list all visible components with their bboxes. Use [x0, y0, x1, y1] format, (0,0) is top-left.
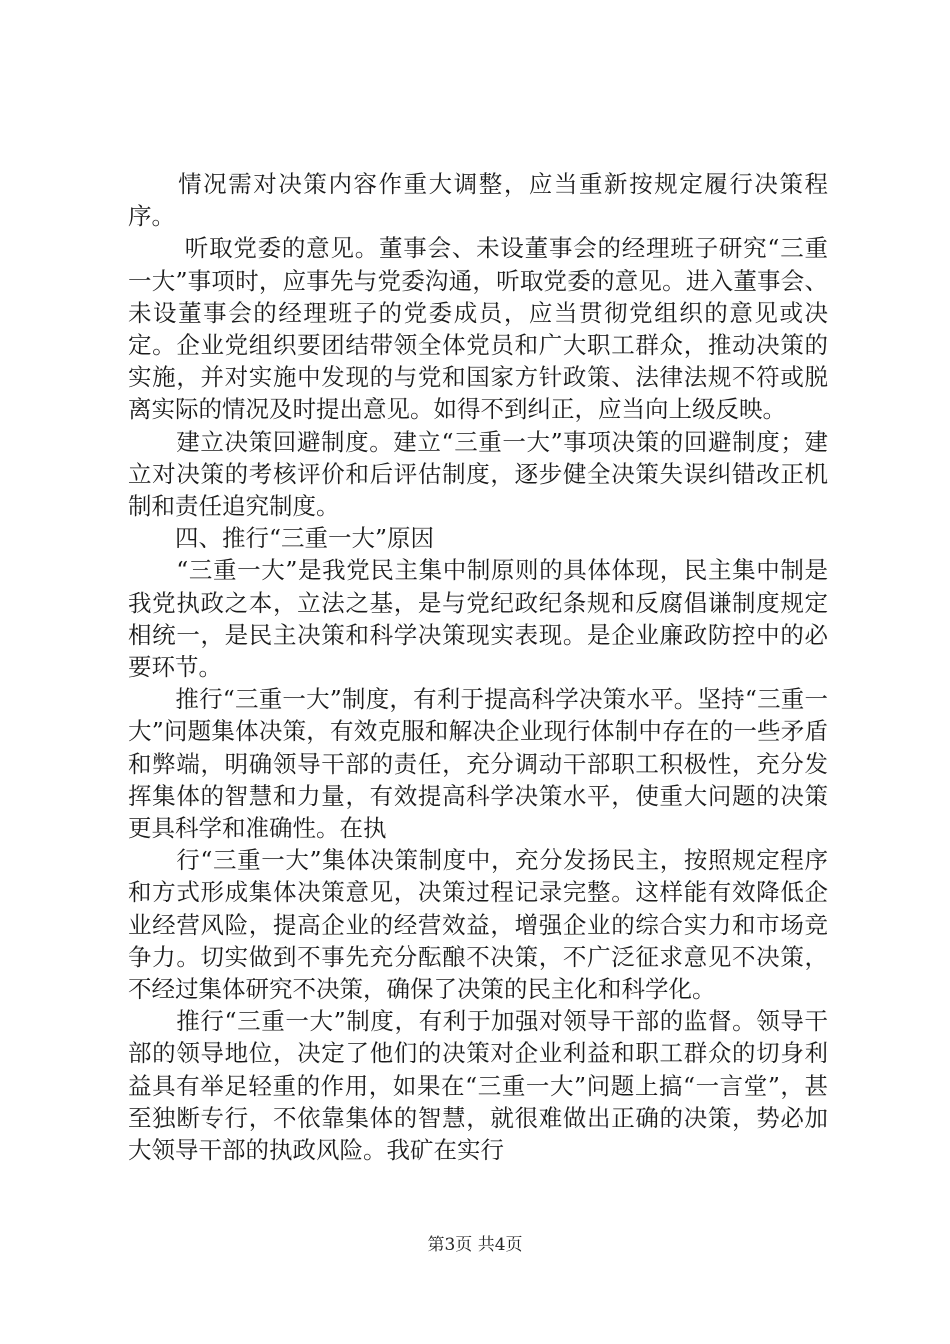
page-number-footer: 第3页 共4页: [427, 1235, 523, 1255]
paragraph-1: 情况需对决策内容作重大调整，应当重新按规定履行决策程序。: [128, 170, 828, 231]
paragraph-4: “三重一大”是我党民主集中制原则的具体体现，民主集中制是我党执政之本，立法之基，是与党纪政纪条规和反腐倡谦制度规定相统一，是民主决策和科学决策现实表现。是企业廉政防控中的必要环节。: [128, 556, 828, 682]
section-heading: 四、推行“三重一大”原因: [128, 524, 435, 553]
paragraph-7: 推行“三重一大”制度，有利于加强对领导干部的监督。领导干部的领导地位，决定了他们的决策对企业利益和职工群众的切身利益具有举足轻重的作用，如果在“三重一大”问题上搞“一言堂”，甚至独断专行，不依靠集体的智慧，就很难做出正确的决策，势必加大领导干部的执政风险。我矿在实行: [128, 1007, 828, 1165]
paragraph-6: 行“三重一大”集体决策制度中，充分发扬民主，按照规定程序和方式形成集体决策意见，决策过程记录完整。这样能有效降低企业经营风险，提高企业的经营效益，增强企业的综合实力和市场竞争力。切实做到不事先充分酝酿不决策，不广泛征求意见不决策，不经过集体研究不决策，确保了决策的民主化和科学化。: [128, 846, 828, 1004]
paragraph-2: 听取党委的意见。董事会、未设董事会的经理班子研究“三重一大”事项时，应事先与党委沟通，听取党委的意见。进入董事会、未设董事会的经理班子的党委成员，应当贯彻党组织的意见或决定。企业党组织要团结带领全体党员和广大职工群众，推动决策的实施，并对实施中发现的与党和国家方针政策、法律法规不符或脱离实际的情况及时提出意见。如得不到纠正，应当向上级反映。: [128, 234, 828, 424]
paragraph-5: 推行“三重一大”制度，有利于提高科学决策水平。坚持“三重一大”问题集体决策，有效克服和解决企业现行体制中存在的一些矛盾和弊端，明确领导干部的责任，充分调动干部职工积极性，充分发挥集体的智慧和力量，有效提高科学决策水平，使重大问题的决策更具科学和准确性。在执: [128, 685, 828, 843]
paragraph-3: 建立决策回避制度。建立“三重一大”事项决策的回避制度；建立对决策的考核评价和后评估制度，逐步健全决策失误纠错改正机制和责任追究制度。: [128, 427, 828, 521]
document-body: [128, 168, 828, 1166]
